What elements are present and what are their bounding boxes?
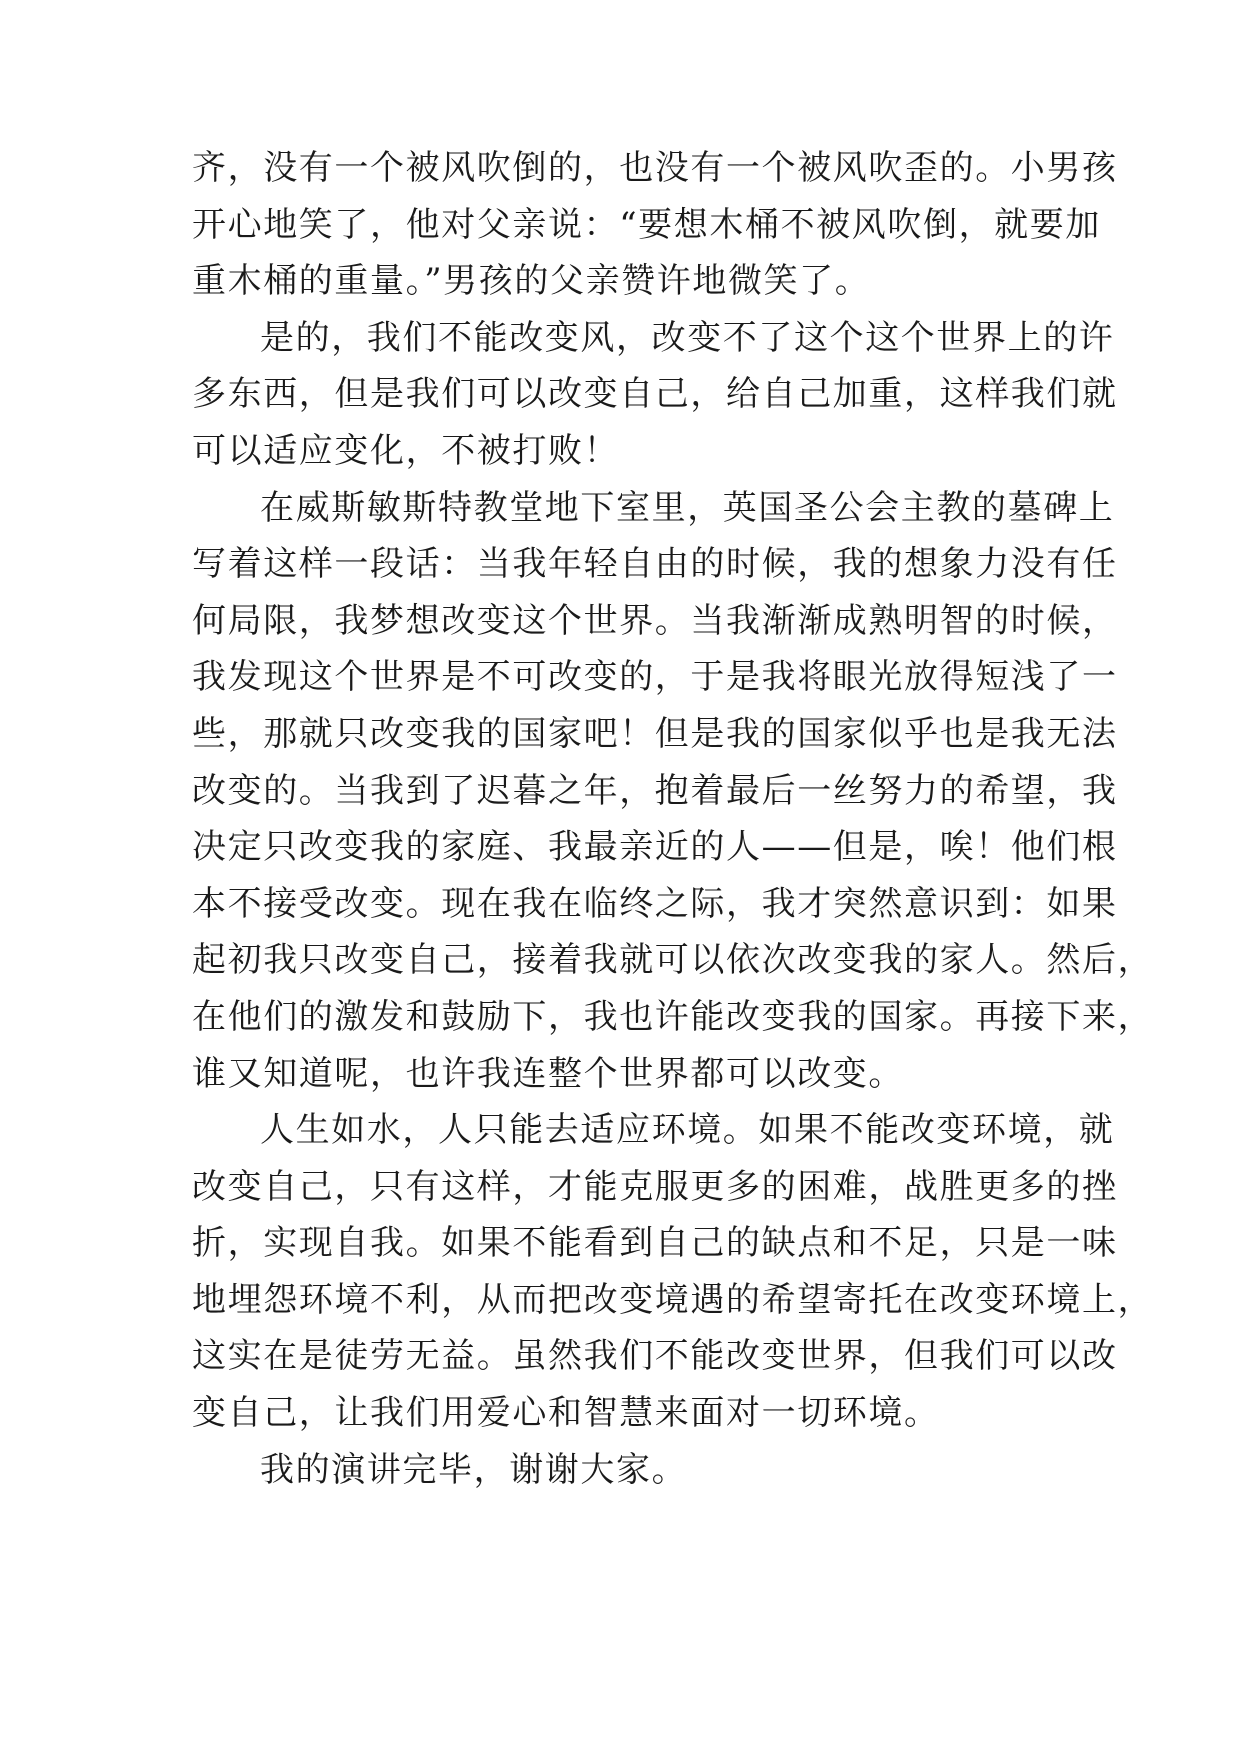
text-line-20: 折，实现自我。如果不能看到自己的缺点和不足，只是一味 [192, 1223, 1118, 1264]
text-line-11: 些，那就只改变我的国家吧！但是我的国家似乎也是我无法 [192, 713, 1118, 754]
text-line-22: 这实在是徒劳无益。虽然我们不能改变世界，但我们可以改 [192, 1336, 1118, 1377]
text-line-24: 我的演讲完毕，谢谢大家。 [260, 1449, 688, 1490]
text-line-9: 何局限，我梦想改变这个世界。当我渐渐成熟明智的时候， [192, 600, 1118, 641]
text-line-8: 写着这样一段话：当我年轻自由的时候，我的想象力没有任 [192, 544, 1118, 585]
speech-text [192, 140, 1154, 1498]
text-line-5: 多东西，但是我们可以改变自己，给自己加重，这样我们就 [192, 374, 1118, 415]
text-line-1: 齐，没有一个被风吹倒的，也没有一个被风吹歪的。小男孩 [192, 148, 1118, 188]
text-line-18: 人生如水，人只能去适应环境。如果不能改变环境，就 [260, 1110, 1115, 1151]
text-line-16: 在他们的激发和鼓励下，我也许能改变我的国家。再接下来， [192, 996, 1154, 1037]
text-line-14: 本不接受改变。现在我在临终之际，我才突然意识到：如果 [192, 883, 1118, 924]
text-line-3: 重木桶的重量。”男孩的父亲赞许地微笑了。 [192, 261, 871, 302]
text-line-6: 可以适应变化，不被打败！ [192, 430, 620, 471]
text-line-10: 我发现这个世界是不可改变的，于是我将眼光放得短浅了一 [192, 657, 1118, 698]
text-line-12: 改变的。当我到了迟暮之年，抱着最后一丝努力的希望，我 [192, 770, 1118, 811]
text-line-4: 是的，我们不能改变风，改变不了这个这个世界上的许 [260, 317, 1115, 358]
text-line-7: 在威斯敏斯特教堂地下室里，英国圣公会主教的墓碑上 [260, 487, 1115, 528]
text-line-17: 谁又知道呢，也许我连整个世界都可以改变。 [192, 1053, 904, 1094]
text-line-2: 开心地笑了，他对父亲说：“要想木桶不被风吹倒，就要加 [192, 204, 1101, 245]
text-line-19: 改变自己，只有这样，才能克服更多的困难，战胜更多的挫 [192, 1166, 1118, 1207]
text-line-15: 起初我只改变自己，接着我就可以依次改变我的家人。然后， [192, 940, 1154, 981]
text-line-13: 决定只改变我的家庭、我最亲近的人——但是，唉！他们根 [192, 827, 1118, 868]
text-line-23: 变自己，让我们用爱心和智慧来面对一切环境。 [192, 1393, 940, 1434]
text-line-21: 地埋怨环境不利，从而把改变境遇的希望寄托在改变环境上， [192, 1279, 1154, 1320]
